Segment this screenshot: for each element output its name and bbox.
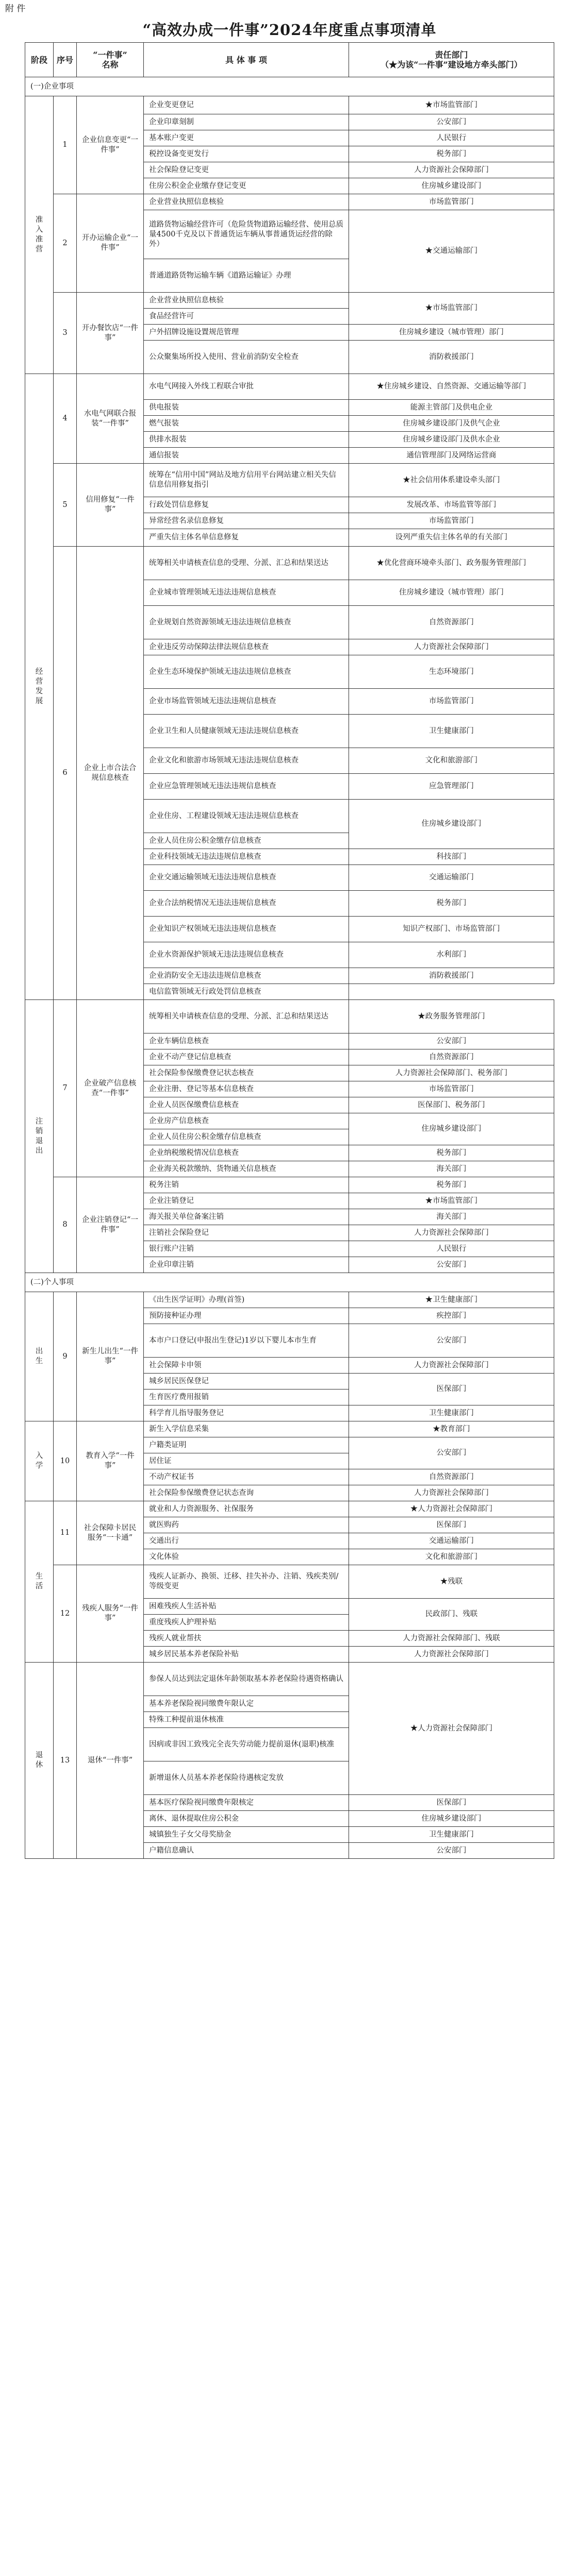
matter-item: 异常经营名录信息修复 bbox=[144, 513, 349, 529]
responsible-dept: ★市场监管部门 bbox=[349, 1193, 554, 1209]
row-number: 10 bbox=[54, 1421, 77, 1501]
matter-item: 企业人员住房公积金缴存信息核查 bbox=[144, 1129, 349, 1145]
matter-item: 企业房产信息核查 bbox=[144, 1113, 349, 1129]
one-thing-name: 企业注销登记“一件事” bbox=[77, 1177, 144, 1273]
header-dept-line1: 责任部门 bbox=[435, 50, 468, 60]
responsible-dept: 税务部门 bbox=[349, 891, 554, 917]
matter-item: 《出生医学证明》办理(首签) bbox=[144, 1292, 349, 1308]
header-sys bbox=[77, 43, 144, 77]
one-thing-name: 企业信息变更“一件事” bbox=[77, 96, 144, 194]
header-dept bbox=[349, 43, 554, 77]
one-thing-name: 社会保障卡居民服务“一卡通” bbox=[77, 1501, 144, 1565]
matter-item: 企业注册、登记等基本信息核查 bbox=[144, 1081, 349, 1097]
matter-item: 基本账户变更 bbox=[144, 130, 349, 146]
matter-item: 企业交通运输领域无违法违规信息核查 bbox=[144, 865, 349, 891]
responsible-dept: 税务部门 bbox=[349, 146, 554, 162]
matter-item: 户籍信息确认 bbox=[144, 1843, 349, 1859]
responsible-dept: 住房城乡建设（城市管理）部门 bbox=[349, 580, 554, 606]
matter-item: 普通道路货物运输车辆《道路运输证》办理 bbox=[144, 259, 349, 293]
matter-item: 困难残疾人生活补贴 bbox=[144, 1599, 349, 1615]
section-heading: (二)个人事项 bbox=[25, 1273, 554, 1292]
matter-item: 统筹相关申请核查信息的受理、分派、汇总和结果送达 bbox=[144, 547, 349, 580]
responsible-dept: 住房城乡建设部门及供水企业 bbox=[349, 432, 554, 448]
responsible-dept: ★住房城乡建设、自然资源、交通运输等部门 bbox=[349, 374, 554, 400]
one-thing-name: 残疾人服务“一件事” bbox=[77, 1565, 144, 1663]
table-body bbox=[25, 77, 554, 1859]
matter-item: 参保人员达到法定退休年龄领取基本养老保险待遇资格确认 bbox=[144, 1663, 349, 1696]
responsible-dept: 海关部门 bbox=[349, 1209, 554, 1225]
stage-cell: 准 入 准 营 bbox=[25, 96, 54, 374]
matter-item: 交通出行 bbox=[144, 1533, 349, 1549]
header-item: 具 体 事 项 bbox=[144, 43, 349, 77]
table-row bbox=[25, 1000, 554, 1033]
responsible-dept: 人力资源社会保障部门、残联 bbox=[349, 1631, 554, 1647]
one-thing-name: 企业上市合法合规信息核查 bbox=[77, 547, 144, 1000]
responsible-dept: 设列严重失信主体名单的有关部门 bbox=[349, 529, 554, 547]
matter-item: 企业变更登记 bbox=[144, 96, 349, 114]
matter-item: 居住证 bbox=[144, 1453, 349, 1469]
stage-cell: 入 学 bbox=[25, 1421, 54, 1501]
responsible-dept: 消防救援部门 bbox=[349, 968, 554, 984]
matter-item: 新增退休人员基本养老保险待遇核定发放 bbox=[144, 1761, 349, 1795]
stage-cell: 经 营 发 展 bbox=[25, 374, 54, 1000]
matter-item: 科学育儿指导服务登记 bbox=[144, 1405, 349, 1421]
responsible-dept: ★交通运输部门 bbox=[349, 210, 554, 293]
matter-item: 离休、退休提取住房公积金 bbox=[144, 1811, 349, 1827]
matter-item: 严重失信主体名单信息修复 bbox=[144, 529, 349, 547]
row-number: 7 bbox=[54, 1000, 77, 1177]
responsible-dept: 税务部门 bbox=[349, 1177, 554, 1193]
responsible-dept: 公安部门 bbox=[349, 1257, 554, 1273]
responsible-dept: 卫生健康部门 bbox=[349, 1827, 554, 1843]
page-title: “高效办成一件事”2024年度重点事项清单 bbox=[142, 21, 437, 39]
matter-item: 行政处罚信息修复 bbox=[144, 497, 349, 513]
matter-item: 企业水资源保护领域无违法违规信息核查 bbox=[144, 942, 349, 968]
matter-item: 基本养老保险视同缴费年限认定 bbox=[144, 1696, 349, 1712]
responsible-dept: 能源主管部门及供电企业 bbox=[349, 400, 554, 416]
matter-item: 统筹在“信用中国”网站及地方信用平台网站建立相关失信信息信用修复指引 bbox=[144, 464, 349, 497]
matter-item: 文化体验 bbox=[144, 1549, 349, 1565]
matter-item: 税控设备变更发行 bbox=[144, 146, 349, 162]
matter-item: 燃气报装 bbox=[144, 416, 349, 432]
matter-item: 重度残疾人护理补贴 bbox=[144, 1615, 349, 1631]
row-number: 8 bbox=[54, 1177, 77, 1273]
matter-item: 企业住房、工程建设领域无违法违规信息核查 bbox=[144, 800, 349, 833]
responsible-dept: 卫生健康部门 bbox=[349, 715, 554, 748]
stage-cell: 出 生 bbox=[25, 1292, 54, 1421]
matter-item: 预防接种证办理 bbox=[144, 1308, 349, 1324]
matter-item: 企业人员医保缴费信息核查 bbox=[144, 1097, 349, 1113]
responsible-dept: 生态环境部门 bbox=[349, 655, 554, 689]
row-number: 9 bbox=[54, 1292, 77, 1421]
matter-item: 生育医疗费用报销 bbox=[144, 1389, 349, 1405]
stage-cell: 生 活 bbox=[25, 1501, 54, 1663]
responsible-dept: 水利部门 bbox=[349, 942, 554, 968]
matter-item: 企业营业执照信息核验 bbox=[144, 293, 349, 309]
matter-item: 企业消防安全无违法违规信息核查 bbox=[144, 968, 349, 984]
row-number: 6 bbox=[54, 547, 77, 1000]
responsible-dept: 公安部门 bbox=[349, 1437, 554, 1469]
responsible-dept: 自然资源部门 bbox=[349, 606, 554, 639]
responsible-dept: 公安部门 bbox=[349, 1843, 554, 1859]
responsible-dept: 人力资源社会保障部门 bbox=[349, 1358, 554, 1374]
matter-item: 统筹相关申请核查信息的受理、分派、汇总和结果送达 bbox=[144, 1000, 349, 1033]
matter-item: 户外招牌设施设置规范管理 bbox=[144, 325, 349, 341]
header-dept-line2: （★为该“一件事”建设地方牵头部门） bbox=[381, 60, 522, 70]
responsible-dept: 住房城乡建设部门 bbox=[349, 1811, 554, 1827]
header-sys-line2: 名称 bbox=[102, 60, 119, 70]
responsible-dept: 人力资源社会保障部门 bbox=[349, 162, 554, 178]
matter-item: 住房公积金企业缴存登记变更 bbox=[144, 178, 349, 194]
table-row bbox=[25, 194, 554, 210]
matter-item: 社会保障卡申领 bbox=[144, 1358, 349, 1374]
matter-item: 企业城市管理领域无违法违规信息核查 bbox=[144, 580, 349, 606]
responsible-dept: 科技部门 bbox=[349, 849, 554, 865]
table-row bbox=[25, 293, 554, 309]
table-row bbox=[25, 96, 554, 114]
responsible-dept: 住房城乡建设（城市管理）部门 bbox=[349, 325, 554, 341]
matter-item: 道路货物运输经营许可（危险货物道路运输经营、使用总质量4500千克及以下普通货运车辆从事普通货运经营的除外） bbox=[144, 210, 349, 259]
table-row bbox=[25, 1177, 554, 1193]
one-thing-name: 退休“一件事” bbox=[77, 1663, 144, 1859]
row-number: 5 bbox=[54, 464, 77, 547]
responsible-dept: 人力资源社会保障部门 bbox=[349, 639, 554, 655]
matter-item: 注销社会保险登记 bbox=[144, 1225, 349, 1241]
responsible-dept: 文化和旅游部门 bbox=[349, 1549, 554, 1565]
responsible-dept: 疾控部门 bbox=[349, 1308, 554, 1324]
matter-item: 企业应急管理领域无违法违规信息核查 bbox=[144, 774, 349, 800]
responsible-dept: 人力资源社会保障部门 bbox=[349, 1225, 554, 1241]
matter-item: 就业和人力资源服务、社保服务 bbox=[144, 1501, 349, 1517]
matter-item: 银行账户注销 bbox=[144, 1241, 349, 1257]
responsible-dept: ★教育部门 bbox=[349, 1421, 554, 1437]
responsible-dept: 市场监管部门 bbox=[349, 1081, 554, 1097]
matter-item: 残疾人证新办、换领、迁移、挂失补办、注销、残疾类别/等级变更 bbox=[144, 1565, 349, 1599]
responsible-dept: 交通运输部门 bbox=[349, 1533, 554, 1549]
responsible-dept: ★人力资源社会保障部门 bbox=[349, 1663, 554, 1795]
row-number: 13 bbox=[54, 1663, 77, 1859]
responsible-dept: 发展改革、市场监管等部门 bbox=[349, 497, 554, 513]
matter-item: 企业生态环境保护领域无违法违规信息核查 bbox=[144, 655, 349, 689]
responsible-dept: ★市场监管部门 bbox=[349, 96, 554, 114]
responsible-dept: 医保部门 bbox=[349, 1517, 554, 1533]
responsible-dept: 卫生健康部门 bbox=[349, 1405, 554, 1421]
row-number: 4 bbox=[54, 374, 77, 464]
responsible-dept: 民政部门、残联 bbox=[349, 1599, 554, 1631]
matter-item: 不动产权证书 bbox=[144, 1469, 349, 1485]
matter-item: 企业合法纳税情况无违法违规信息核查 bbox=[144, 891, 349, 917]
responsible-dept: 医保部门、税务部门 bbox=[349, 1097, 554, 1113]
matter-item: 企业印章注销 bbox=[144, 1257, 349, 1273]
responsible-dept: ★残联 bbox=[349, 1565, 554, 1599]
section-row bbox=[25, 77, 554, 96]
responsible-dept: 人民银行 bbox=[349, 130, 554, 146]
matter-item: 企业文化和旅游市场领域无违法违规信息核查 bbox=[144, 748, 349, 774]
header-sys-line1: “一件事” bbox=[93, 50, 127, 60]
matter-item: 社会保险参保缴费登记状态查询 bbox=[144, 1485, 349, 1501]
matter-item: 社会保险登记变更 bbox=[144, 162, 349, 178]
table-row bbox=[25, 1501, 554, 1517]
responsible-dept: 人力资源社会保障部门、税务部门 bbox=[349, 1065, 554, 1081]
responsible-dept: 交通运输部门 bbox=[349, 865, 554, 891]
matter-item: 海关报关单位备案注销 bbox=[144, 1209, 349, 1225]
matter-item: 企业人员住房公积金缴存信息核查 bbox=[144, 833, 349, 849]
one-thing-name: 水电气网联合报装“一件事” bbox=[77, 374, 144, 464]
matter-item: 通信报装 bbox=[144, 448, 349, 464]
responsible-dept: 公安部门 bbox=[349, 114, 554, 130]
matter-item: 企业违反劳动保障法律法规信息核查 bbox=[144, 639, 349, 655]
one-thing-name: 开办运输企业“一件事” bbox=[77, 194, 144, 293]
matter-item: 城乡居民医保登记 bbox=[144, 1374, 349, 1389]
table-row bbox=[25, 547, 554, 580]
responsible-dept: 医保部门 bbox=[349, 1374, 554, 1405]
matter-item: 企业纳税缴税情况信息核查 bbox=[144, 1145, 349, 1161]
table-row bbox=[25, 1565, 554, 1599]
responsible-dept: 人力资源社会保障部门 bbox=[349, 1485, 554, 1501]
responsible-dept: ★政务服务管理部门 bbox=[349, 1000, 554, 1033]
responsible-dept: 自然资源部门 bbox=[349, 1049, 554, 1065]
responsible-dept: 自然资源部门 bbox=[349, 1469, 554, 1485]
row-number: 1 bbox=[54, 96, 77, 194]
header-label: 附 件 bbox=[5, 4, 26, 14]
matter-item: 食品经营许可 bbox=[144, 309, 349, 325]
responsible-dept: ★卫生健康部门 bbox=[349, 1292, 554, 1308]
matter-item: 企业科技领域无违法违规信息核查 bbox=[144, 849, 349, 865]
header-num: 序号 bbox=[54, 43, 77, 77]
responsible-dept: ★优化营商环境牵头部门、政务服务管理部门 bbox=[349, 547, 554, 580]
table-row bbox=[25, 1663, 554, 1696]
responsible-dept: 人民银行 bbox=[349, 1241, 554, 1257]
stage-cell: 注 销 退 出 bbox=[25, 1000, 54, 1273]
matter-item: 企业车辆信息核查 bbox=[144, 1033, 349, 1049]
matter-item: 企业注销登记 bbox=[144, 1193, 349, 1209]
responsible-dept: 市场监管部门 bbox=[349, 513, 554, 529]
table-row bbox=[25, 1292, 554, 1308]
responsible-dept: 市场监管部门 bbox=[349, 194, 554, 210]
matter-item: 企业不动产登记信息核查 bbox=[144, 1049, 349, 1065]
one-thing-name: 信用修复“一件事” bbox=[77, 464, 144, 547]
section-row bbox=[25, 1273, 554, 1292]
matter-item: 户籍类证明 bbox=[144, 1437, 349, 1453]
responsible-dept: 应急管理部门 bbox=[349, 774, 554, 800]
matter-item: 企业营业执照信息核验 bbox=[144, 194, 349, 210]
one-thing-name: 开办餐饮店“一件事” bbox=[77, 293, 144, 374]
responsible-dept: 公安部门 bbox=[349, 1324, 554, 1358]
responsible-dept: 医保部门 bbox=[349, 1795, 554, 1811]
responsible-dept: 住房城乡建设部门 bbox=[349, 178, 554, 194]
table-row bbox=[25, 1421, 554, 1437]
responsible-dept: ★市场监管部门 bbox=[349, 293, 554, 325]
stage-cell: 退 休 bbox=[25, 1663, 54, 1859]
matter-item: 水电气网接入外线工程联合审批 bbox=[144, 374, 349, 400]
responsible-dept: 市场监管部门 bbox=[349, 689, 554, 715]
matter-item: 因病或非因工致残完全丧失劳动能力提前退休(退职)核准 bbox=[144, 1728, 349, 1761]
table-row bbox=[25, 464, 554, 497]
one-thing-name: 教育入学“一件事” bbox=[77, 1421, 144, 1501]
matter-item: 供排水报装 bbox=[144, 432, 349, 448]
responsible-dept: 人力资源社会保障部门 bbox=[349, 1647, 554, 1663]
responsible-dept: 海关部门 bbox=[349, 1161, 554, 1177]
responsible-dept: 住房城乡建设部门 bbox=[349, 1113, 554, 1145]
matter-item: 企业规划自然资源领域无违法违规信息核查 bbox=[144, 606, 349, 639]
row-number: 11 bbox=[54, 1501, 77, 1565]
matter-item: 企业印章刻制 bbox=[144, 114, 349, 130]
matter-item: 社会保险参保缴费登记状态核查 bbox=[144, 1065, 349, 1081]
matter-item: 残疾人就业帮扶 bbox=[144, 1631, 349, 1647]
header-stage: 阶段 bbox=[25, 43, 54, 77]
matter-item: 企业海关税款缴纳、货物通关信息核查 bbox=[144, 1161, 349, 1177]
one-thing-name: 新生儿出生“一件事” bbox=[77, 1292, 144, 1421]
matter-item: 企业知识产权领域无违法违规信息核查 bbox=[144, 917, 349, 942]
matter-item: 城乡居民基本养老保险补贴 bbox=[144, 1647, 349, 1663]
responsible-dept: ★社会信用体系建设牵头部门 bbox=[349, 464, 554, 497]
responsible-dept: 通信管理部门及网络运营商 bbox=[349, 448, 554, 464]
matter-item: 企业卫生和人员健康领域无违法违规信息核查 bbox=[144, 715, 349, 748]
one-thing-name: 企业破产信息核查“一件事” bbox=[77, 1000, 144, 1177]
responsible-dept: 住房城乡建设部门 bbox=[349, 800, 554, 849]
matter-item: 企业市场监管领域无违法违规信息核查 bbox=[144, 689, 349, 715]
matter-item: 本市户口登记(申报出生登记)1岁以下婴儿本市生育 bbox=[144, 1324, 349, 1358]
responsible-dept: 公安部门 bbox=[349, 1033, 554, 1049]
row-number: 2 bbox=[54, 194, 77, 293]
row-number: 3 bbox=[54, 293, 77, 374]
matter-item: 特殊工种提前退休核准 bbox=[144, 1712, 349, 1728]
section-heading: (一)企业事项 bbox=[25, 77, 554, 96]
matter-item: 电信监管领域无行政处罚信息核查 bbox=[144, 984, 349, 1000]
table-header bbox=[25, 43, 554, 77]
row-number: 12 bbox=[54, 1565, 77, 1663]
responsible-dept: 知识产权部门、市场监管部门 bbox=[349, 917, 554, 942]
responsible-dept: 文化和旅游部门 bbox=[349, 748, 554, 774]
responsible-dept: 税务部门 bbox=[349, 1145, 554, 1161]
responsible-dept: ★人力资源社会保障部门 bbox=[349, 1501, 554, 1517]
matter-item: 新生入学信息采集 bbox=[144, 1421, 349, 1437]
matter-item: 公众聚集场所投入使用、营业前消防安全检查 bbox=[144, 341, 349, 374]
responsible-dept: 消防救援部门 bbox=[349, 341, 554, 374]
matter-item: 就医购药 bbox=[144, 1517, 349, 1533]
responsible-dept: 住房城乡建设部门及供气企业 bbox=[349, 416, 554, 432]
matter-item: 基本医疗保险视同缴费年限核定 bbox=[144, 1795, 349, 1811]
matter-item: 税务注销 bbox=[144, 1177, 349, 1193]
matters-table bbox=[25, 42, 554, 1859]
matter-item: 供电报装 bbox=[144, 400, 349, 416]
matter-item: 城镇独生子女父母奖励金 bbox=[144, 1827, 349, 1843]
table-row bbox=[25, 374, 554, 400]
